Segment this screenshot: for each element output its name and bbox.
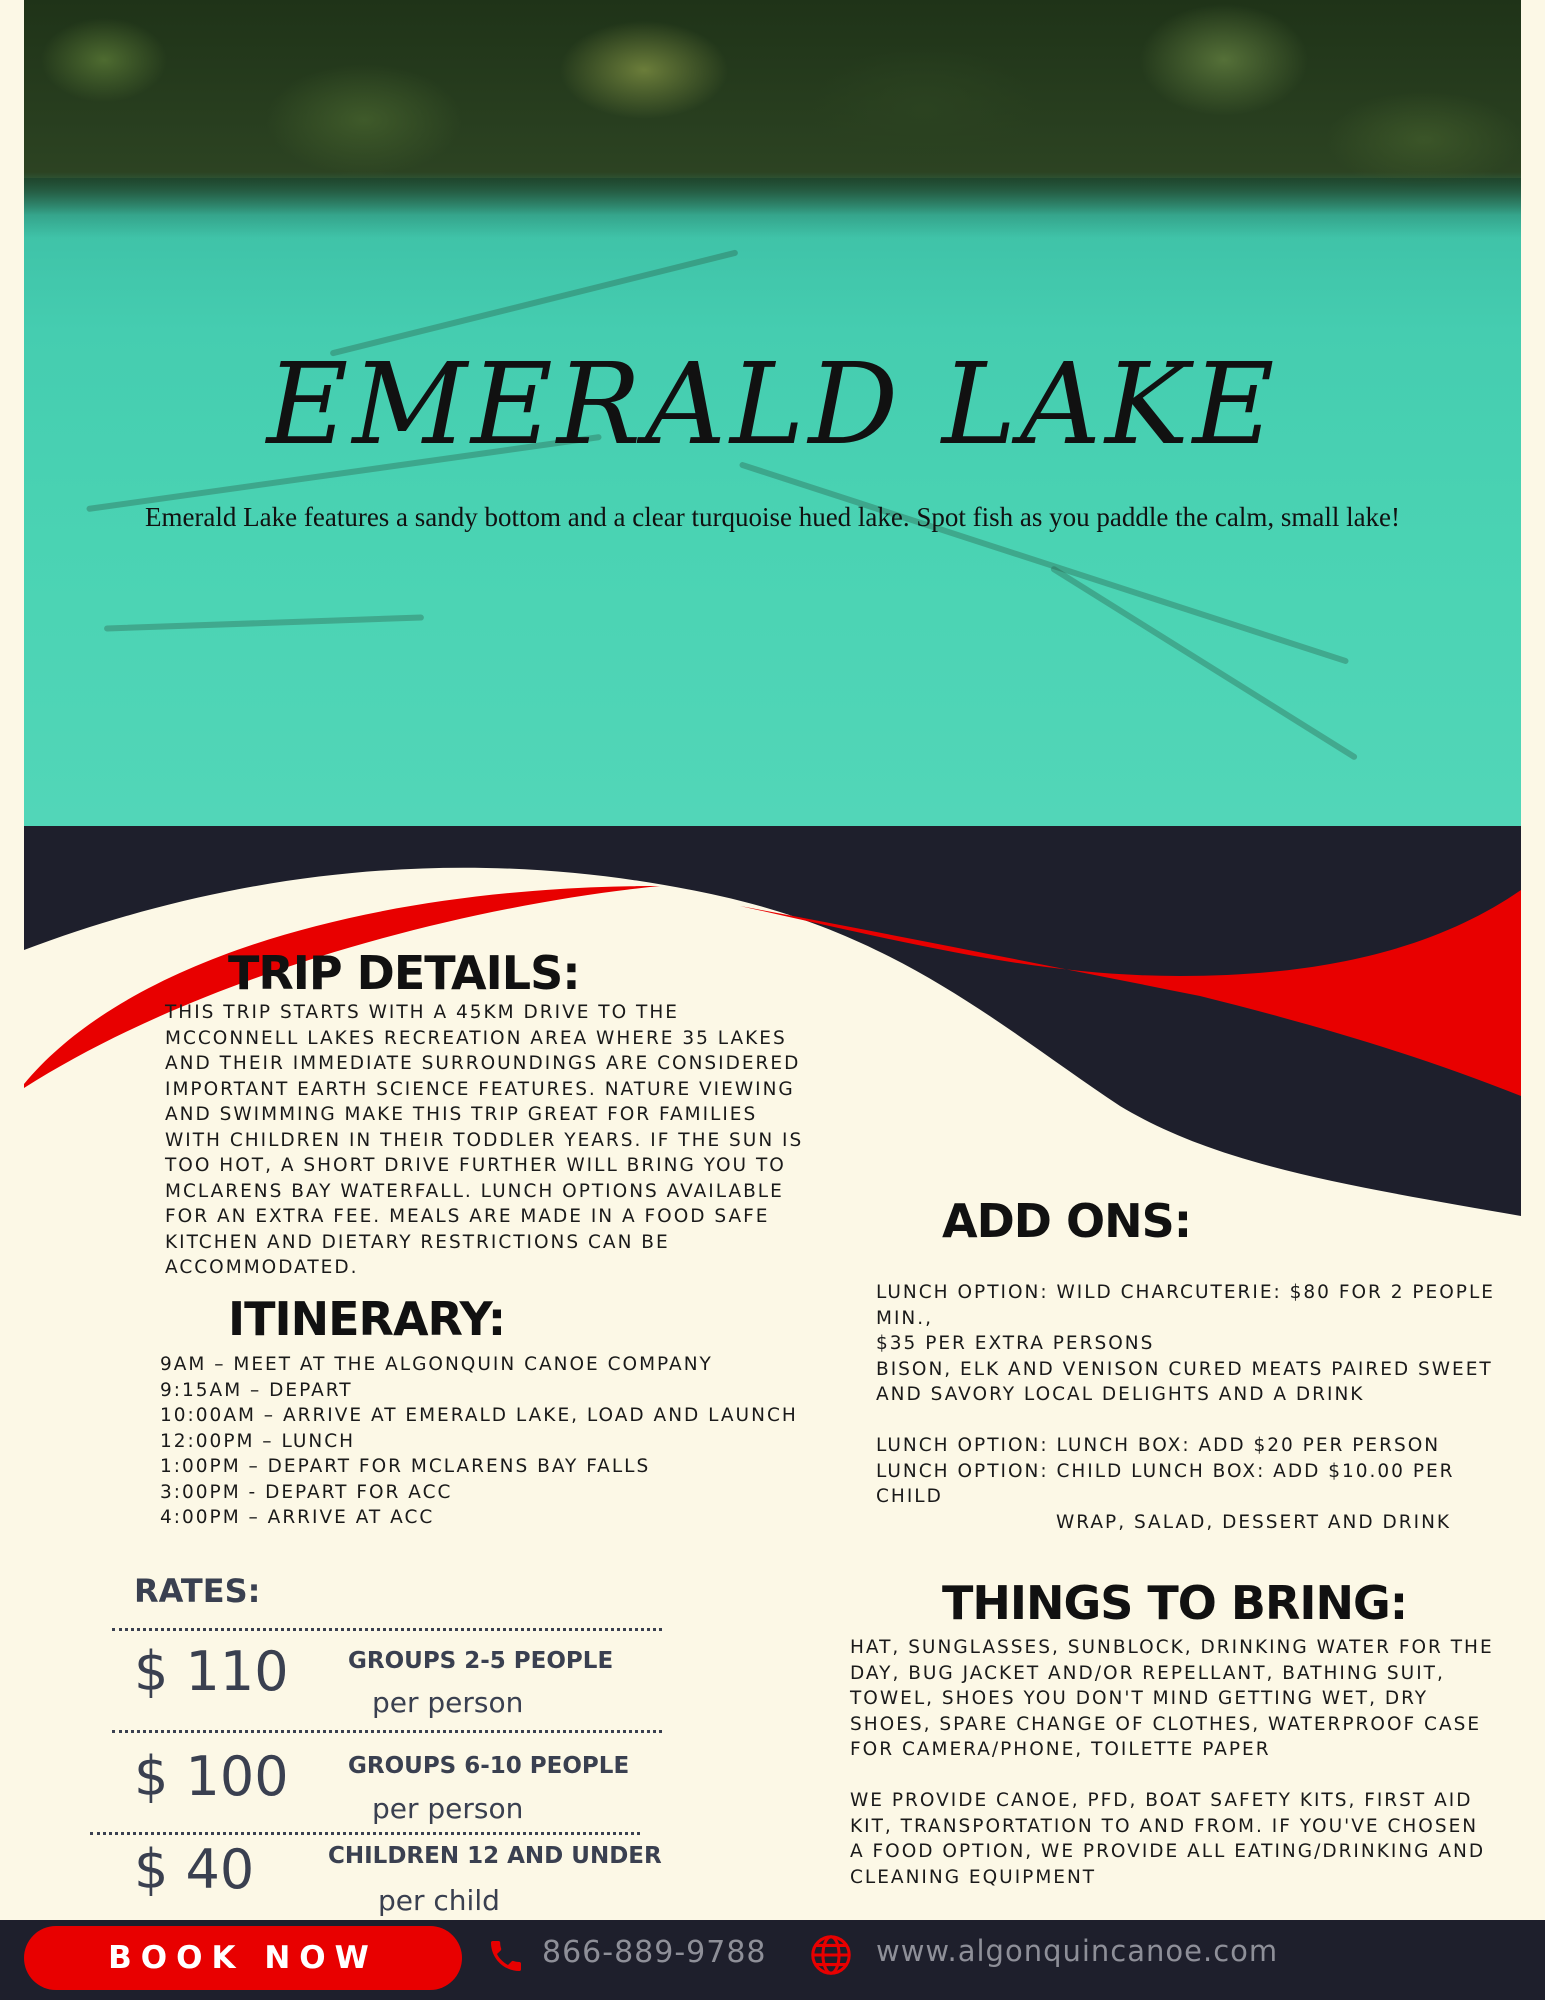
rate-price: $ 40 xyxy=(134,1838,255,1901)
rate-label: GROUPS 2-5 PEOPLE xyxy=(348,1648,614,1674)
phone-icon xyxy=(486,1936,526,1981)
rate-unit: per person xyxy=(372,1792,524,1825)
divider xyxy=(112,1628,662,1631)
list-item: 10:00AM – ARRIVE AT EMERALD LAKE, LOAD AND LAUNCH xyxy=(160,1405,798,1426)
rate-label: CHILDREN 12 AND UNDER xyxy=(328,1843,662,1869)
things-to-bring-text: HAT, SUNGLASSES, SUNBLOCK, DRINKING WATER FOR THE DAY, BUG JACKET AND/OR REPELLANT, BATHING SUIT, TOWEL, SHOES YOU DON'T MIND GETTING WET, DRY SHOES, SPARE CHANGE OF CLOTHES, WATERPROOF CASE FOR CAMERA/PHONE, TOILETTE PAPER WE PROVIDE CANOE, PFD, BOAT SAFETY KITS, FIRST AID KIT, TRANSPORTATION TO AND FROM. IF YOU'VE CHOSEN A FOOD OPTION, WE PROVIDE ALL EATING/DRINKING AND CLEANING EQUIPMENT xyxy=(850,1637,1494,1888)
trip-details-text: THIS TRIP STARTS WITH A 45KM DRIVE TO THE MCCONNELL LAKES RECREATION AREA WHERE 35 LAKES AND THEIR IMMEDIATE SURROUNDINGS ARE CONSIDERED IMPORTANT EARTH SCIENCE FEATURES. NATURE VIEWING AND SWIMMING MAKE THIS TRIP GREAT FOR FAMILIES WITH CHILDREN IN THEIR TODDLER YEARS. IF THE SUN IS TOO HOT, A SHORT DRIVE FURTHER WILL BRING YOU TO MCLARENS BAY WATERFALL. LUNCH OPTIONS AVAILABLE FOR AN EXTRA FEE. MEALS ARE MADE IN A FOOD SAFE KITCHEN AND DIETARY RESTRICTIONS CAN BE ACCOMMODATED. xyxy=(165,1002,804,1278)
itinerary-list xyxy=(160,1352,840,1531)
divider xyxy=(112,1730,662,1733)
list-item: 9:15AM – DEPART xyxy=(160,1379,353,1401)
globe-icon xyxy=(808,1932,854,1983)
rates-heading: RATES: xyxy=(134,1572,261,1610)
tagline: Emerald Lake features a sandy bottom and a clear turquoise hued lake. Spot fish as you paddle the calm, small lake! xyxy=(144,502,1401,532)
list-item: 12:00PM – LUNCH xyxy=(160,1430,356,1452)
add-ons-heading: ADD ONS: xyxy=(942,1194,1192,1248)
rate-unit: per child xyxy=(378,1884,500,1917)
trip-details-heading: TRIP DETAILS: xyxy=(228,946,580,1000)
rate-label: GROUPS 6-10 PEOPLE xyxy=(348,1753,630,1779)
things-to-bring-heading: THINGS TO BRING: xyxy=(942,1576,1408,1630)
itinerary-heading: ITINERARY: xyxy=(228,1292,506,1346)
list-item: 1:00PM – DEPART FOR MCLARENS BAY FALLS xyxy=(160,1456,651,1477)
add-ons-text: LUNCH OPTION: WILD CHARCUTERIE: $80 FOR 2 PEOPLE MIN., $35 PER EXTRA PERSONS BISON, ELK AND VENISON CURED MEATS PAIRED SWEET AND SAVORY LOCAL DELIGHTS AND A DRINK LUNCH OPTION: LUNCH BOX: ADD $20 PER PERSON LUNCH OPTION: CHILD LUNCH BOX: ADD $10.00 PER CHILD WRAP, SALAD, DESSERT AND DRINK xyxy=(876,1282,1495,1533)
page-title: EMERALD LAKE xyxy=(266,340,1279,470)
book-now-button[interactable]: BOOK NOW xyxy=(24,1926,462,1990)
rate-price: $ 100 xyxy=(134,1745,289,1808)
rate-unit: per person xyxy=(372,1686,524,1719)
rate-price: $ 110 xyxy=(134,1640,289,1703)
phone-link[interactable]: 866-889-9788 xyxy=(542,1935,767,1970)
list-item: 9AM – MEET AT THE ALGONQUIN CANOE COMPANY xyxy=(160,1354,713,1375)
list-item: 4:00PM – ARRIVE AT ACC xyxy=(160,1507,435,1528)
list-item: 3:00PM - DEPART FOR ACC xyxy=(160,1481,453,1503)
website-link[interactable]: www.algonquincanoe.com xyxy=(876,1934,1279,1968)
divider xyxy=(90,1832,640,1835)
